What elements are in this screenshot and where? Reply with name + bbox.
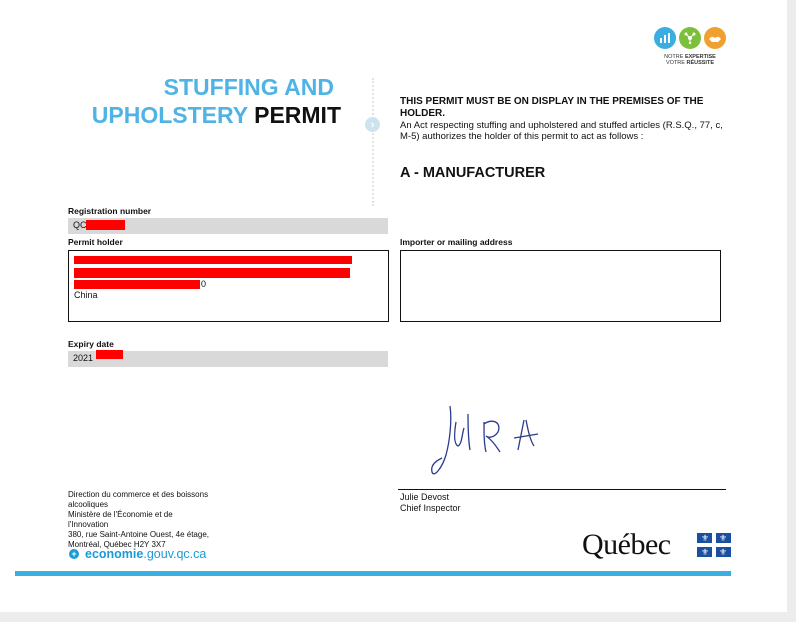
address-line: Montréal, Québec H2Y 3X7 — [68, 540, 166, 549]
permit-holder-label: Permit holder — [68, 237, 123, 247]
permit-category: A - MANUFACTURER — [400, 165, 546, 181]
permit-holder-address-fragment: 0 — [201, 279, 207, 289]
redaction-block — [86, 220, 125, 230]
network-icon — [679, 27, 701, 49]
address-line: alcooliques — [68, 500, 109, 509]
chart-icon — [654, 27, 676, 49]
importer-box — [400, 250, 721, 322]
redaction-block — [74, 268, 350, 278]
vertical-divider — [372, 78, 374, 206]
signatory-name: Julie Devost — [400, 492, 450, 502]
handshake-icon — [704, 27, 726, 49]
display-notice-heading: THIS PERMIT MUST BE ON DISPLAY IN THE PREMISES OF THE HOLDER. — [400, 96, 704, 119]
expiry-date-label: Expiry date — [68, 339, 114, 349]
address-line: Direction du commerce et des boissons — [68, 490, 209, 499]
expiry-date-value: 2021 — [73, 353, 94, 363]
permit-title-line1: STUFFING AND — [163, 74, 334, 100]
signatory-title: Chief Inspector — [400, 503, 461, 513]
plus-icon: + — [69, 549, 79, 559]
logo-tagline: NOTRE EXPERTISE VOTRE RÉUSSITE — [664, 54, 716, 66]
permit-title-line2: UPHOLSTERY PERMIT — [91, 102, 341, 128]
signature-line — [398, 489, 726, 490]
footer-address — [68, 490, 248, 550]
address-line: 380, rue Saint-Antoine Ouest, 4e étage, — [68, 530, 209, 539]
registration-number-label: Registration number — [68, 206, 152, 216]
footer-accent-bar — [15, 571, 731, 576]
website-link[interactable]: + economie.gouv.qc.ca — [69, 547, 206, 561]
quebec-flag-icon: ⚜ ⚜ ⚜ ⚜ — [697, 533, 731, 557]
quebec-wordmark: Québec — [582, 528, 671, 561]
redaction-block — [74, 256, 352, 264]
chevron-right-icon: › — [365, 117, 380, 132]
address-line: Ministère de l'Économie et de — [68, 510, 173, 519]
importer-label: Importer or mailing address — [400, 237, 513, 247]
signature-image — [428, 400, 558, 484]
registration-number-value: QC — [73, 220, 87, 230]
permit-holder-country: China — [74, 290, 98, 300]
redaction-block — [96, 350, 123, 359]
redaction-block — [74, 280, 200, 289]
address-line: l'Innovation — [68, 520, 109, 529]
display-notice-body: An Act respecting stuffing and upholstered and stuffed articles (R.S.Q., 77, c, M-5) authorizes the holder of this permit to act as follows : — [400, 120, 723, 142]
